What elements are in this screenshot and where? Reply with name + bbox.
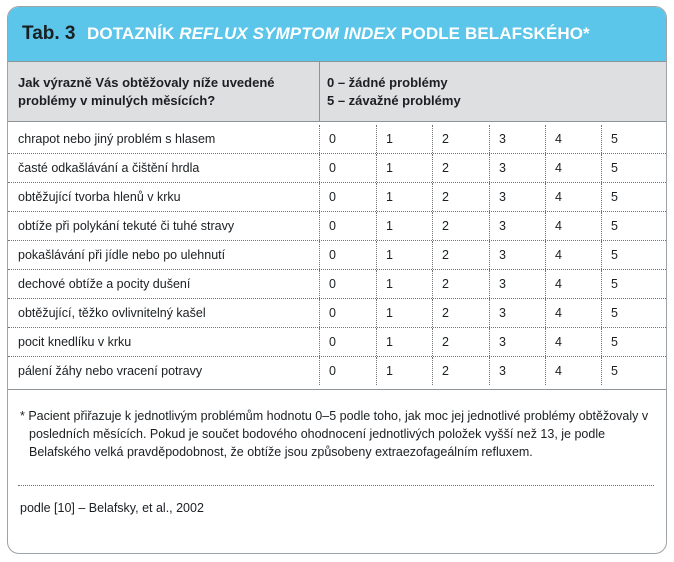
- score-cell: [489, 357, 545, 385]
- score-cell: [319, 299, 376, 327]
- score-value: 1: [386, 364, 393, 378]
- score-cell: [545, 328, 601, 356]
- score-value: 2: [442, 335, 449, 349]
- score-cell: [376, 183, 432, 211]
- table-title-post: PODLE BELAFSKÉHO*: [396, 24, 590, 43]
- score-cell: [489, 241, 545, 269]
- score-cell: [376, 125, 432, 153]
- score-value: 1: [386, 219, 393, 233]
- score-cell: [376, 154, 432, 182]
- score-value: 3: [499, 190, 506, 204]
- scale-low-label: 0 – žádné problémy: [327, 75, 448, 90]
- table-row: [8, 299, 666, 328]
- score-value: 4: [555, 248, 562, 262]
- score-cell: [376, 299, 432, 327]
- score-value: 5: [611, 248, 618, 262]
- table-title-emphasis: REFLUX SYMPTOM INDEX: [179, 24, 397, 43]
- score-cell: [545, 299, 601, 327]
- score-value: 0: [329, 219, 336, 233]
- score-value: 4: [555, 132, 562, 146]
- score-cell: [432, 270, 489, 298]
- score-cell: [489, 154, 545, 182]
- score-cell: [489, 183, 545, 211]
- score-value: 4: [555, 364, 562, 378]
- score-value: 4: [555, 190, 562, 204]
- score-value: 5: [611, 364, 618, 378]
- score-value: 5: [611, 277, 618, 291]
- score-value: 0: [329, 248, 336, 262]
- row-label: obtěžující, těžko ovlivnitelný kašel: [18, 306, 206, 320]
- footer-divider: [8, 389, 666, 390]
- score-cell: [376, 212, 432, 240]
- score-value: 5: [611, 132, 618, 146]
- score-cell: [545, 183, 601, 211]
- score-value: 4: [555, 335, 562, 349]
- score-value: 0: [329, 132, 336, 146]
- table-row: [8, 357, 666, 386]
- score-cell: [319, 183, 376, 211]
- row-label: obtíže při polykání tekuté či tuhé stravy: [18, 219, 235, 233]
- score-value: 1: [386, 190, 393, 204]
- header-scale-legend: [327, 74, 461, 110]
- row-label: dechové obtíže a pocity dušení: [18, 277, 191, 291]
- row-label: pálení žáhy nebo vracení potravy: [18, 364, 203, 378]
- table-header-row: [8, 61, 666, 122]
- score-cell: [545, 357, 601, 385]
- score-value: 3: [499, 335, 506, 349]
- score-cell: [489, 212, 545, 240]
- score-cell: [545, 212, 601, 240]
- score-cell: [601, 328, 667, 356]
- score-value: 1: [386, 248, 393, 262]
- row-label: chrapot nebo jiný problém s hlasem: [18, 132, 216, 146]
- score-value: 1: [386, 132, 393, 146]
- score-value: 2: [442, 364, 449, 378]
- score-value: 3: [499, 161, 506, 175]
- table-row: [8, 183, 666, 212]
- score-value: 1: [386, 161, 393, 175]
- table-body: [8, 125, 666, 386]
- row-label: pokašlávání při jídle nebo po ulehnutí: [18, 248, 226, 262]
- score-cell: [376, 328, 432, 356]
- score-value: 0: [329, 306, 336, 320]
- score-cell: [545, 154, 601, 182]
- score-cell: [489, 125, 545, 153]
- score-cell: [489, 299, 545, 327]
- score-cell: [601, 241, 667, 269]
- table-row: [8, 154, 666, 183]
- score-cell: [432, 154, 489, 182]
- score-value: 2: [442, 190, 449, 204]
- score-value: 4: [555, 219, 562, 233]
- score-cell: [432, 241, 489, 269]
- row-label: časté odkašlávání a čištění hrdla: [18, 161, 200, 175]
- score-cell: [319, 357, 376, 385]
- score-value: 5: [611, 161, 618, 175]
- score-value: 2: [442, 306, 449, 320]
- score-value: 4: [555, 161, 562, 175]
- table-title: [87, 24, 590, 44]
- score-cell: [432, 357, 489, 385]
- row-label: obtěžující tvorba hlenů v krku: [18, 190, 181, 204]
- score-cell: [319, 125, 376, 153]
- table-row: [8, 212, 666, 241]
- score-cell: [601, 125, 667, 153]
- source-citation: podle [10] – Belafsky, et al., 2002: [20, 501, 204, 515]
- table-row: [8, 270, 666, 299]
- score-cell: [489, 328, 545, 356]
- footnote-divider: [18, 485, 654, 486]
- score-value: 4: [555, 306, 562, 320]
- score-value: 2: [442, 219, 449, 233]
- score-cell: [432, 183, 489, 211]
- table-title-bar: [8, 7, 666, 61]
- score-value: 0: [329, 161, 336, 175]
- footnote: * Pacient přiřazuje k jednotlivým problémům hodnotu 0–5 podle toho, jak moc jej jednotlivé problémy obtěžovaly v posledních měsících. Pokud je součet bodového ohodnocení jednotlivých položek vyšší než 13, je podle Belafského velká pravděpodobnost, že obtíže jsou způsobeny extraezofageálním refluxem.: [20, 409, 649, 459]
- score-value: 0: [329, 277, 336, 291]
- score-cell: [432, 328, 489, 356]
- table-row: [8, 328, 666, 357]
- score-value: 1: [386, 306, 393, 320]
- score-cell: [601, 154, 667, 182]
- score-value: 5: [611, 306, 618, 320]
- score-cell: [489, 270, 545, 298]
- score-cell: [545, 125, 601, 153]
- score-value: 3: [499, 364, 506, 378]
- score-value: 0: [329, 364, 336, 378]
- score-cell: [376, 241, 432, 269]
- score-value: 3: [499, 277, 506, 291]
- row-label: pocit knedlíku v krku: [18, 335, 132, 349]
- score-cell: [601, 183, 667, 211]
- score-value: 1: [386, 277, 393, 291]
- table-label: Tab. 3: [22, 23, 76, 44]
- score-value: 2: [442, 132, 449, 146]
- score-cell: [432, 299, 489, 327]
- score-cell: [319, 212, 376, 240]
- questionnaire-table: [7, 6, 667, 554]
- score-value: 5: [611, 190, 618, 204]
- scale-high-label: 5 – závažné problémy: [327, 93, 461, 108]
- score-value: 0: [329, 335, 336, 349]
- score-cell: [319, 241, 376, 269]
- score-cell: [545, 270, 601, 298]
- score-cell: [319, 270, 376, 298]
- score-cell: [432, 125, 489, 153]
- score-value: 3: [499, 248, 506, 262]
- score-cell: [319, 328, 376, 356]
- score-cell: [319, 154, 376, 182]
- score-value: 3: [499, 219, 506, 233]
- score-value: 2: [442, 248, 449, 262]
- score-cell: [601, 299, 667, 327]
- header-divider: [319, 62, 320, 121]
- header-question: Jak výrazně Vás obtěžovaly níže uvedené problémy v minulých měsících?: [18, 75, 275, 108]
- score-value: 0: [329, 190, 336, 204]
- score-value: 2: [442, 277, 449, 291]
- score-cell: [376, 357, 432, 385]
- score-value: 5: [611, 219, 618, 233]
- score-value: 4: [555, 277, 562, 291]
- score-cell: [545, 241, 601, 269]
- score-cell: [601, 212, 667, 240]
- score-cell: [601, 357, 667, 385]
- table-row: [8, 125, 666, 154]
- table-title-pre: DOTAZNÍK: [87, 24, 180, 43]
- score-value: 3: [499, 306, 506, 320]
- score-cell: [432, 212, 489, 240]
- score-value: 3: [499, 132, 506, 146]
- score-value: 2: [442, 161, 449, 175]
- score-cell: [601, 270, 667, 298]
- score-value: 1: [386, 335, 393, 349]
- score-value: 5: [611, 335, 618, 349]
- score-cell: [376, 270, 432, 298]
- table-row: [8, 241, 666, 270]
